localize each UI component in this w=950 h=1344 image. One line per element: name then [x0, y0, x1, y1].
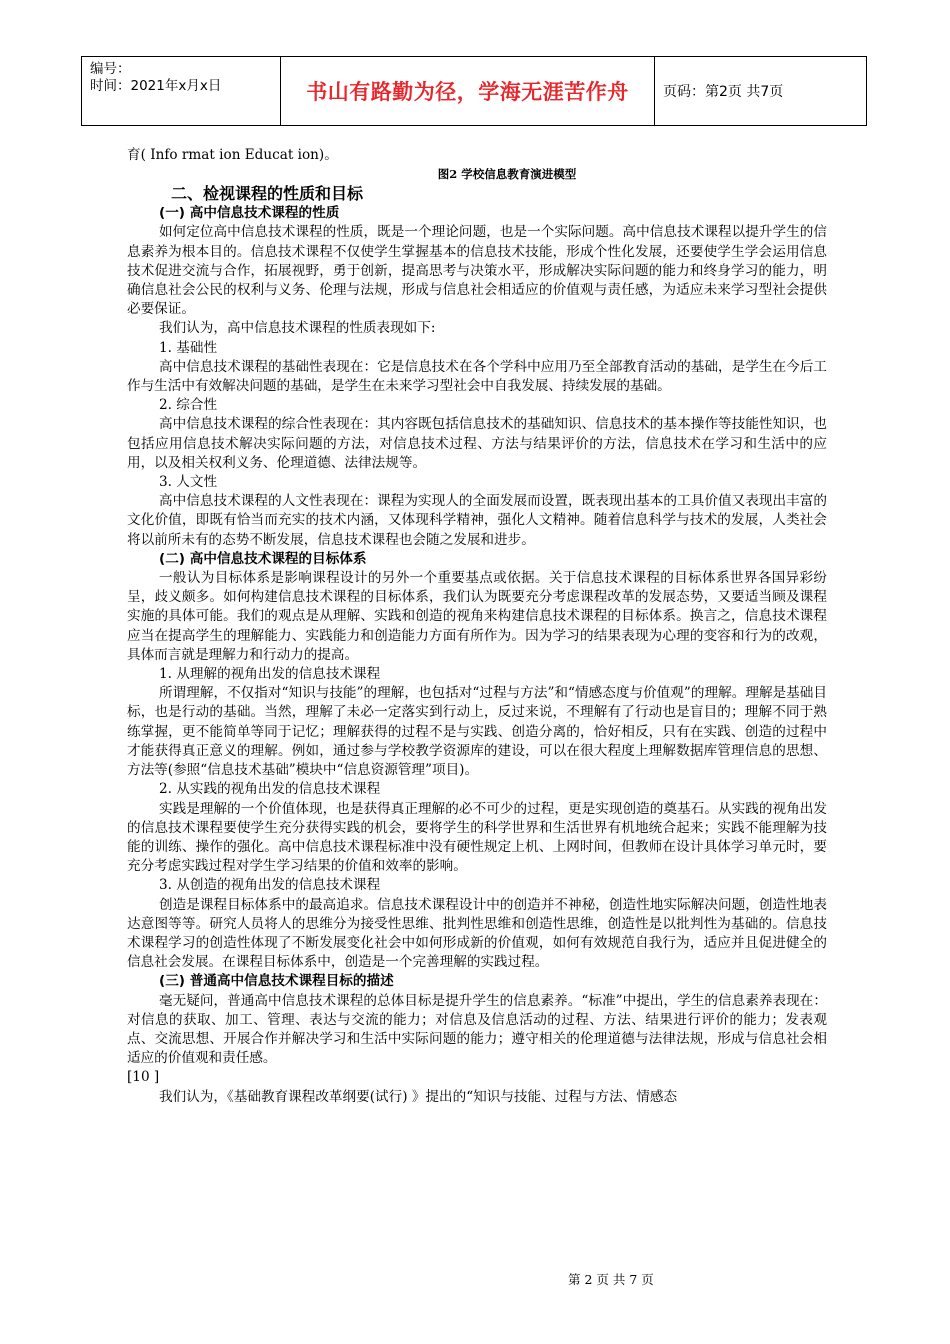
paragraph: 我们认为，《基础教育课程改革纲要(试行) 》提出的“知识与技能、过程与方法、情感态 — [159, 1088, 678, 1105]
paragraph: 高中信息技术课程的基础性表现在：它是信息技术在各个学科中应用乃至全部教育活动的基础，是学生在今后工作与生活中有效解决问题的基础，是学生在未来学习型社会中自我发展、持续发展的基础。 — [127, 358, 827, 395]
page-footer: 第 2 页 共 7 页 — [568, 1272, 654, 1287]
paragraph: 实践是理解的一个价值体现，也是获得真正理解的必不可少的过程，更是实现创造的奠基石。从实践的视角出发的信息技术课程要使学生充分获得实践的机会，要将学生的科学世界和生活世界有机地统合起来；实践不能理解为技能的训练、操作的强化。高中信息技术课程标准中没有硬性规定上机、上网时间，但教师在设计具体学习单元时，要充分考虑实践过程对学生学习结果的价值和效率的影响。 — [127, 800, 827, 875]
list-item-heading: 3. 人文性 — [159, 474, 218, 491]
reference-marker: [10 ] — [127, 1069, 160, 1086]
list-item-heading: 2. 从实践的视角出发的信息技术课程 — [159, 781, 381, 798]
paragraph: 高中信息技术课程的综合性表现在：其内容既包括信息技术的基础知识、信息技术的基本操作等技能性知识，也包括应用信息技术解决实际问题的方法，对信息技术过程、方法与结果评价的方法，信息技术在学习和生活中的应用，以及相关权利义务、伦理道德、法律法规等。 — [127, 416, 827, 471]
section-heading: 二、检视课程的性质和目标 — [171, 184, 364, 204]
paragraph-continuation: 育( Info rmat ion Educat ion)。 — [127, 147, 338, 163]
paragraph: 如何定位高中信息技术课程的性质，既是一个理论问题，也是一个实际问题。高中信息技术课程以提升学生的信息素养为根本目的。信息技术课程不仅使学生掌握基本的信息技术技能，形成个性化发展，还要使学生学会运用信息技术促进交流与合作，拓展视野，勇于创新，提高思考与决策水平，形成解决实际问题的能力和终身学习的能力，明确信息社会公民的权利与义务、伦理与法规，形成与信息社会相适应的价值观与责任感，为适应未来学习型社会提供必要保证。 — [127, 224, 827, 318]
list-item-heading: 3. 从创造的视角出发的信息技术课程 — [159, 877, 381, 894]
paragraph: 我们认为，高中信息技术课程的性质表现如下: — [159, 320, 436, 337]
paragraph: 毫无疑问，普通高中信息技术课程的总体目标是提升学生的信息素养。“标准”中提出，学生的信息素养表现在：对信息的获取、加工、管理、表达与交流的能力；对信息及信息活动的过程、方法、结果进行评价的能力；发表观点、交流思想、开展合作并解决学习和生活中实际问题的能力；遵守相关的伦理道德与法律法规，形成与信息社会相适应的价值观和责任感。 — [127, 992, 827, 1067]
subsection-heading: (三) 普通高中信息技术课程目标的描述 — [159, 973, 394, 990]
list-item-heading: 1. 基础性 — [159, 339, 218, 356]
subsection-heading: (二) 高中信息技术课程的目标体系 — [159, 550, 367, 567]
header-meta — [82, 57, 281, 125]
paragraph: 一般认为目标体系是影响课程设计的另外一个重要基点或依据。关于信息技术课程的目标体系世界各国异彩纷呈，歧义颇多。如何构建信息技术课程的目标体系，我们认为既要充分考虑课程改革的发展态势，又要适当顾及课程实施的具体可能。我们的观点是从理解、实践和创造的视角来构建信息技术课程的目标体系。换言之，信息技术课程应当在提高学生的理解能力、实践能力和创造能力方面有所作为。因为学习的结果表现为心理的变容和行为的改观，具体而言就是理解力和行动力的提高。 — [127, 570, 827, 663]
header-motto: 书山有路勤为径，学海无涯苦作舟 — [281, 57, 655, 125]
figure-caption: 图2 学校信息教育演进模型 — [437, 167, 577, 182]
paragraph: 所谓理解，不仅指对“知识与技能”的理解，也包括对“过程与方法”和“情感态度与价值观”的理解。理解是基础目标，也是行动的基础。当然，理解了未必一定落实到行动上，反过来说，不理解有了行动也是盲目的；理解不同于熟练掌握，更不能简单等同于记忆；理解获得的过程不是与实践、创造分离的，恰好相反，只有在实践、创造的过程中才能获得真正意义的理解。例如，通过参与学校教学资源库的建设，可以在很大程度上理解数据库管理信息的思想、方法等(参照“信息技术基础”模块中“信息资源管理”项目)。 — [127, 685, 827, 779]
subsection-heading: (一) 高中信息技术课程的性质 — [159, 205, 340, 222]
list-item-heading: 2. 综合性 — [159, 397, 218, 414]
paragraph: 创造是课程目标体系中的最高追求。信息技术课程设计中的创造并不神秘，创造性地实际解决问题，创造性地表达意图等等。研究人员将人的思维分为接受性思维、批判性思维和创造性思维，创造性是以批判性为基础的。信息技术课程学习的创造性体现了不断发展变化社会中如何形成新的价值观，如何有效规范自我行为，适应并且促进健全的信息社会发展。在课程目标体系中，创造是一个完善理解的实践过程。 — [127, 896, 827, 971]
paragraph: 高中信息技术课程的人文性表现在：课程为实现人的全面发展而设置，既表现出基本的工具价值又表现出丰富的文化价值，即既有恰当而充实的技术内涵，又体现科学精神，强化人文精神。随着信息科学与技术的发展，人类社会将以前所未有的态势不断发展，信息技术课程也会随之发展和进步。 — [127, 493, 827, 548]
header-table — [81, 56, 867, 126]
number-label: 编号： — [90, 61, 131, 77]
list-item-heading: 1. 从理解的视角出发的信息技术课程 — [159, 666, 381, 683]
document-body — [127, 146, 827, 1107]
header-page-info: 页码：第2页 共7页 — [663, 84, 784, 100]
time-label: 时间：2021年x月x日 — [90, 78, 222, 94]
